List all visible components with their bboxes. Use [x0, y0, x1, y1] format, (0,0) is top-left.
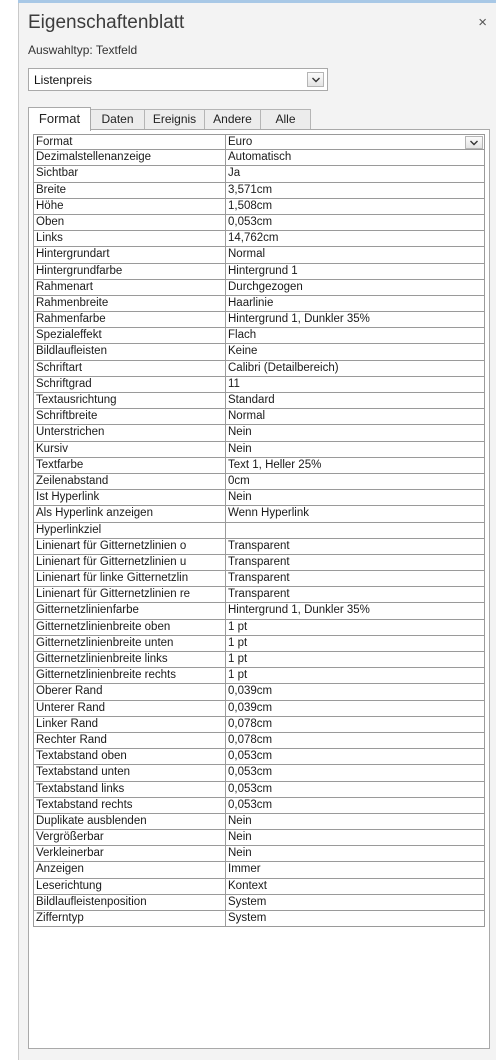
property-value-text: 1 pt [228, 653, 248, 665]
property-row[interactable] [33, 166, 485, 182]
property-name: Linienart für linke Gitternetzlin [33, 571, 226, 587]
property-name: Breite [33, 183, 226, 199]
property-name: Dezimalstellenanzeige [33, 150, 226, 166]
property-name: Textabstand rechts [33, 798, 226, 814]
property-value-text: 0,053cm [228, 782, 273, 795]
property-value-text: Automatisch [228, 151, 292, 164]
property-value-text: 14,762cm [228, 232, 279, 245]
property-name: Hintergrundart [33, 247, 226, 263]
property-value[interactable] [226, 555, 485, 571]
property-row[interactable] [33, 571, 485, 587]
property-value-text: Ja [228, 167, 241, 180]
property-row[interactable] [33, 409, 485, 425]
property-name: Bildlaufleistenposition [33, 895, 226, 911]
property-value[interactable] [226, 879, 485, 895]
property-name: Schriftgrad [33, 377, 226, 393]
property-value-text: Flach [228, 329, 257, 342]
property-row[interactable] [33, 328, 485, 344]
property-name: Rahmenfarbe [33, 312, 226, 328]
property-value-text: Haarlinie [228, 296, 274, 309]
property-row[interactable] [33, 798, 485, 814]
property-value[interactable] [226, 830, 485, 846]
format-dropdown-button[interactable] [465, 136, 483, 149]
property-value[interactable] [226, 814, 485, 830]
property-name: Leserichtung [33, 879, 226, 895]
property-value[interactable] [226, 199, 485, 215]
property-value-text: Kontext [228, 879, 267, 892]
property-row[interactable] [33, 895, 485, 911]
property-value[interactable] [226, 603, 485, 619]
selection-type-label: Auswahltyp: Textfeld [28, 43, 138, 57]
property-row[interactable] [33, 523, 485, 539]
property-row[interactable] [33, 361, 485, 377]
property-row[interactable] [33, 749, 485, 765]
property-value[interactable] [226, 668, 485, 684]
property-value-text: 11 [228, 377, 240, 390]
property-name: Textausrichtung [33, 393, 226, 409]
property-value-text: Nein [228, 426, 252, 439]
property-value-text: 0,078cm [228, 717, 273, 730]
property-value-text: Nein [228, 442, 252, 455]
property-name: Kursiv [33, 442, 226, 458]
property-row[interactable] [33, 442, 485, 458]
property-value-text: 0,039cm [228, 685, 273, 698]
property-value[interactable] [226, 620, 485, 636]
property-value[interactable] [226, 684, 485, 700]
property-value-text: Immer [228, 863, 261, 876]
property-row[interactable] [33, 458, 485, 474]
property-value-text: Nein [228, 831, 252, 844]
property-value[interactable] [226, 523, 485, 539]
property-name: Schriftbreite [33, 409, 226, 425]
property-value-text: Standard [228, 394, 275, 406]
property-row[interactable] [33, 231, 485, 247]
property-name: Unterer Rand [33, 701, 226, 717]
property-value-text: Normal [228, 248, 266, 261]
property-value[interactable] [226, 733, 485, 749]
property-value-text: Nein [228, 814, 252, 827]
property-value-text: Euro [228, 136, 253, 148]
property-name: Duplikate ausblenden [33, 814, 226, 830]
tab-ereignis[interactable]: Ereignis [144, 109, 205, 130]
property-name: Rechter Rand [33, 733, 226, 749]
property-value[interactable] [226, 425, 485, 441]
property-value-text: Hintergrund 1, Dunkler 35% [228, 313, 370, 326]
property-name: Spezialeffekt [33, 328, 226, 344]
property-name: Gitternetzlinienfarbe [33, 603, 226, 619]
property-row[interactable] [33, 490, 485, 506]
property-value[interactable] [226, 264, 485, 280]
property-value[interactable] [226, 846, 485, 862]
property-value[interactable] [226, 134, 485, 150]
property-row[interactable] [33, 733, 485, 749]
property-name: Anzeigen [33, 862, 226, 878]
property-value[interactable] [226, 652, 485, 668]
property-value[interactable] [226, 458, 485, 474]
property-value-text: 0,039cm [228, 701, 273, 714]
property-value[interactable] [226, 798, 485, 814]
property-row[interactable] [33, 668, 485, 684]
property-grid [33, 134, 485, 927]
property-value-text: Transparent [228, 539, 290, 552]
property-row[interactable] [33, 684, 485, 700]
property-value-text: 1 pt [228, 636, 248, 649]
property-row[interactable] [33, 312, 485, 328]
property-value-text: Hintergrund 1 [228, 264, 298, 277]
property-name: Gitternetzlinienbreite links [33, 652, 226, 668]
property-value[interactable] [226, 215, 485, 231]
property-name: Rahmenbreite [33, 296, 226, 312]
property-value-text: Normal [228, 410, 266, 423]
property-row[interactable] [33, 539, 485, 555]
property-row[interactable] [33, 393, 485, 409]
property-row[interactable] [33, 183, 485, 199]
property-value[interactable] [226, 636, 485, 652]
property-name: Schriftart [33, 361, 226, 377]
property-name: Hyperlinkziel [33, 523, 226, 539]
property-name: Textfarbe [33, 458, 226, 474]
property-value-text: Calibri (Detailbereich) [228, 361, 339, 374]
property-row[interactable] [33, 506, 485, 522]
property-value[interactable] [226, 393, 485, 409]
property-row[interactable] [33, 830, 485, 846]
property-value[interactable] [226, 474, 485, 490]
property-value[interactable] [226, 312, 485, 328]
property-row[interactable] [33, 620, 485, 636]
property-name: Linienart für Gitternetzlinien o [33, 539, 226, 555]
property-value-text: 1 pt [228, 669, 248, 682]
property-value[interactable] [226, 587, 485, 603]
property-value[interactable] [226, 247, 485, 263]
property-name: Textabstand unten [33, 765, 226, 781]
object-selector-dropdown-button[interactable] [307, 72, 324, 87]
property-value-text: Keine [228, 345, 258, 358]
property-name: Links [33, 231, 226, 247]
property-value[interactable] [226, 361, 485, 377]
property-value-text: Transparent [228, 572, 290, 585]
pane-title: Eigenschaftenblatt [28, 12, 185, 33]
property-value[interactable] [226, 895, 485, 911]
property-row[interactable] [33, 150, 485, 166]
property-row[interactable] [33, 862, 485, 878]
property-value-text: Transparent [228, 588, 290, 601]
property-value-text: Hintergrund 1, Dunkler 35% [228, 604, 370, 617]
property-value-text: 0,053cm [228, 766, 273, 779]
property-row[interactable] [33, 425, 485, 441]
object-selector-value: Listenpreis [34, 73, 93, 87]
property-row[interactable] [33, 717, 485, 733]
property-value[interactable] [226, 717, 485, 733]
property-value[interactable] [226, 442, 485, 458]
property-row[interactable] [33, 280, 485, 296]
object-selector-combobox[interactable] [28, 68, 328, 91]
property-row[interactable] [33, 199, 485, 215]
property-value[interactable] [226, 328, 485, 344]
property-value-text: 0,053cm [228, 798, 273, 811]
property-name: Bildlaufleisten [33, 344, 226, 360]
property-row[interactable] [33, 247, 485, 263]
property-value[interactable] [226, 409, 485, 425]
property-value[interactable] [226, 296, 485, 312]
property-name: Linienart für Gitternetzlinien u [33, 555, 226, 571]
property-name: Höhe [33, 199, 226, 215]
property-value-text: 0,053cm [228, 215, 273, 228]
property-value[interactable] [226, 183, 485, 199]
property-value[interactable] [226, 701, 485, 717]
property-row[interactable] [33, 636, 485, 652]
property-value-text: 0cm [228, 474, 250, 487]
property-value-text: Transparent [228, 555, 290, 568]
chevron-down-icon [470, 140, 478, 146]
property-name: Sichtbar [33, 166, 226, 182]
property-value[interactable] [226, 539, 485, 555]
property-value[interactable] [226, 166, 485, 182]
property-row[interactable] [33, 765, 485, 781]
property-name: Rahmenart [33, 280, 226, 296]
property-value[interactable] [226, 506, 485, 522]
property-name: Oberer Rand [33, 684, 226, 700]
property-name: Zeilenabstand [33, 474, 226, 490]
property-value-text: 0,053cm [228, 750, 273, 763]
property-value-text: Durchgezogen [228, 280, 303, 293]
property-tabs [28, 107, 478, 130]
property-row[interactable] [33, 911, 485, 927]
property-grid-container [28, 129, 490, 1049]
property-row[interactable] [33, 879, 485, 895]
property-name: Als Hyperlink anzeigen [33, 506, 226, 522]
property-row[interactable] [33, 474, 485, 490]
property-row[interactable] [33, 814, 485, 830]
property-value-text: Nein [228, 847, 252, 860]
property-row[interactable] [33, 296, 485, 312]
property-row[interactable] [33, 555, 485, 571]
property-name: Linker Rand [33, 717, 226, 733]
property-row[interactable] [33, 846, 485, 862]
property-name: Linienart für Gitternetzlinien re [33, 587, 226, 603]
property-value-text: 1,508cm [228, 199, 273, 212]
property-value[interactable] [226, 911, 485, 927]
property-value[interactable] [226, 150, 485, 166]
property-name: Ist Hyperlink [33, 490, 226, 506]
property-value[interactable] [226, 749, 485, 765]
property-value[interactable] [226, 344, 485, 360]
property-name: Zifferntyp [33, 911, 226, 927]
property-value-text: 1 pt [228, 620, 248, 633]
property-row[interactable] [33, 134, 485, 150]
property-name: Hintergrundfarbe [33, 264, 226, 280]
property-name: Verkleinerbar [33, 846, 226, 862]
property-value-text: System [228, 912, 267, 924]
property-row[interactable] [33, 587, 485, 603]
property-row[interactable] [33, 652, 485, 668]
property-value-text: Nein [228, 491, 252, 504]
property-row[interactable] [33, 344, 485, 360]
property-value[interactable] [226, 280, 485, 296]
property-value[interactable] [226, 862, 485, 878]
property-value-text: 3,571cm [228, 183, 273, 196]
property-row[interactable] [33, 603, 485, 619]
property-row[interactable] [33, 215, 485, 231]
property-value[interactable] [226, 782, 485, 798]
property-row[interactable] [33, 264, 485, 280]
property-name: Unterstrichen [33, 425, 226, 441]
property-name: Textabstand oben [33, 749, 226, 765]
property-name: Vergrößerbar [33, 830, 226, 846]
property-value[interactable] [226, 377, 485, 393]
property-row[interactable] [33, 377, 485, 393]
chevron-down-icon [312, 77, 320, 83]
property-value-text: 0,078cm [228, 733, 273, 746]
property-value-text: System [228, 895, 267, 908]
property-name: Gitternetzlinienbreite rechts [33, 668, 226, 684]
property-name: Gitternetzlinienbreite unten [33, 636, 226, 652]
tab-andere[interactable]: Andere [204, 109, 261, 130]
property-name: Oben [33, 215, 226, 231]
property-name: Format [33, 134, 226, 150]
property-name: Gitternetzlinienbreite oben [33, 620, 226, 636]
property-value[interactable] [226, 765, 485, 781]
property-value[interactable] [226, 571, 485, 587]
property-sheet-pane [19, 3, 496, 1060]
tab-alle[interactable]: Alle [260, 109, 311, 130]
property-value-text: Wenn Hyperlink [228, 507, 309, 520]
property-value-text: Text 1, Heller 25% [228, 458, 322, 471]
property-value[interactable] [226, 490, 485, 506]
tab-format[interactable]: Format [28, 107, 91, 131]
property-value[interactable] [226, 231, 485, 247]
tab-daten[interactable]: Daten [90, 109, 145, 130]
close-icon[interactable]: × [478, 14, 487, 31]
property-name: Textabstand links [33, 782, 226, 798]
property-row[interactable] [33, 701, 485, 717]
property-row[interactable] [33, 782, 485, 798]
